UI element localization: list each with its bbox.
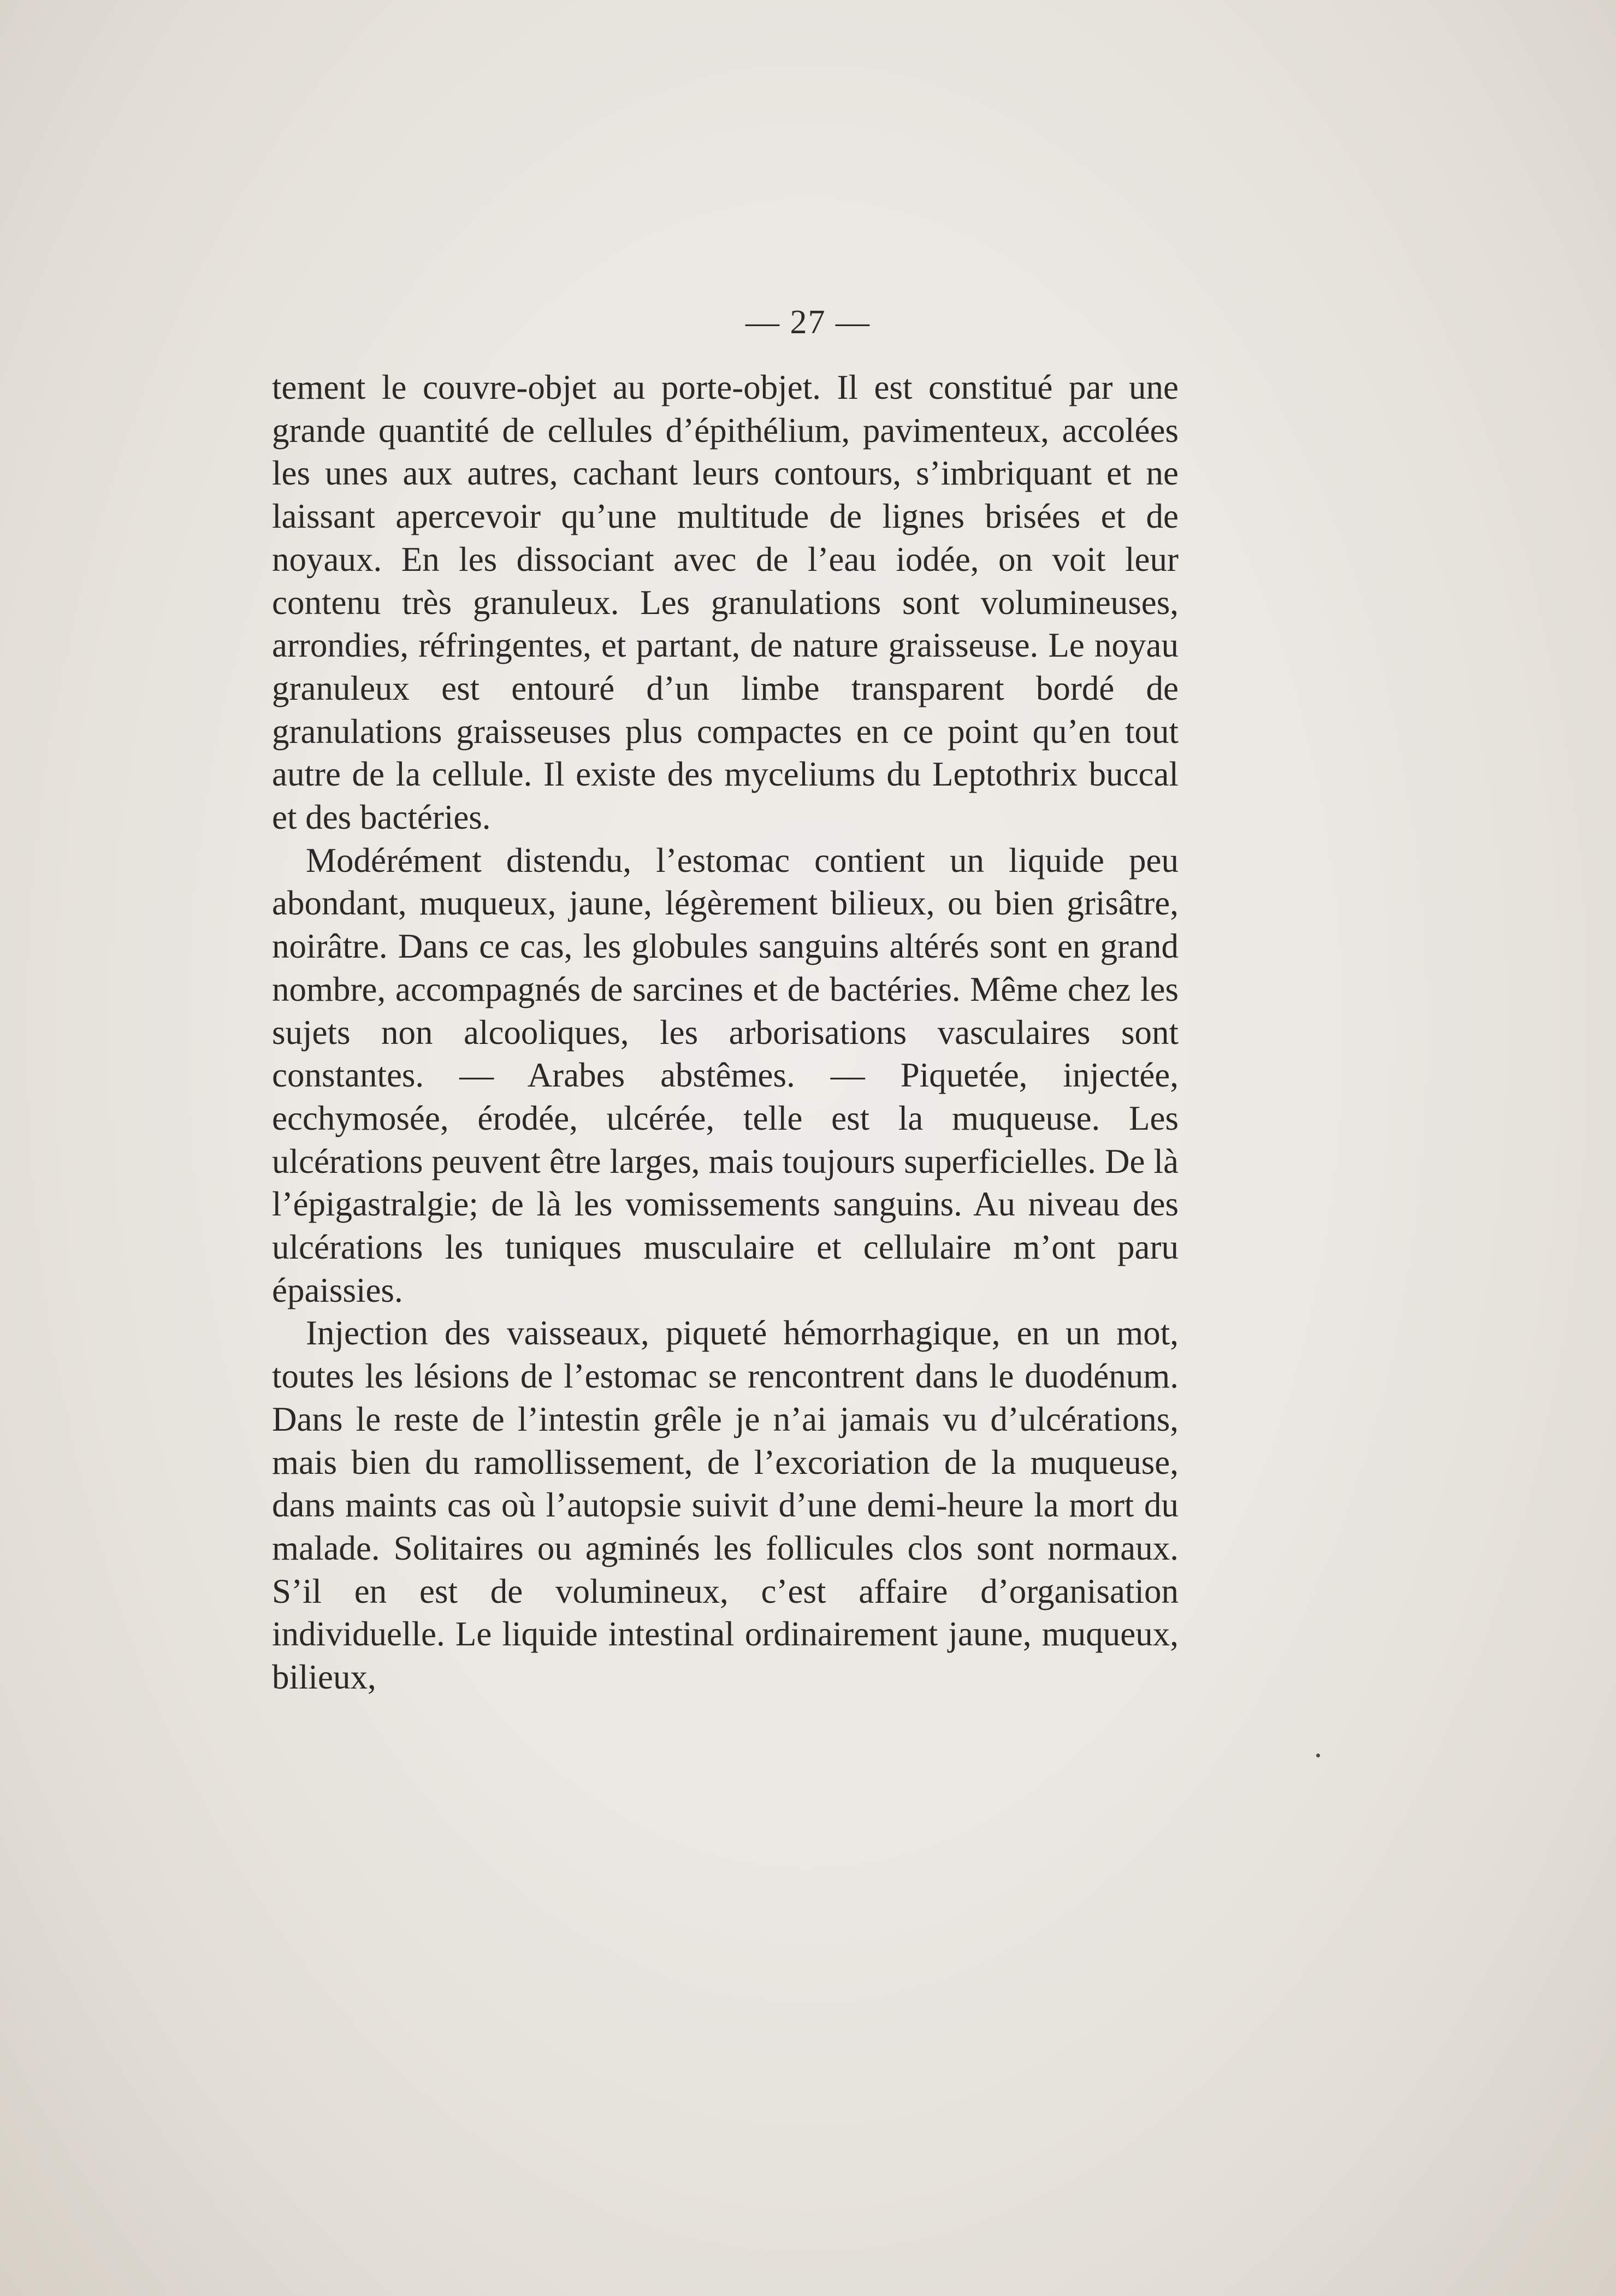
- paragraph-3: Injection des vaisseaux, piqueté hémorrhagique, en un mot, toutes les lésions de l’estomac se rencontrent dans le duodénum. Dans le reste de l’intestin grêle je n’ai jamais vu d’ulcérations, mais bien du ramollissement, de l’excoriation de la muqueuse, dans maints cas où l’autopsie suivit d’une demi-heure la mort du malade. Solitaires ou agminés les follicules clos sont normaux. S’il en est de volumineux, c’est affaire d’organisation individuelle. Le liquide intestinal ordinairement jaune, muqueux, bilieux,: [272, 1314, 1179, 1697]
- body-text: [272, 366, 1179, 1699]
- paragraph-1: tement le couvre-objet au porte-objet. Il est constitué par une grande quantité de cellules d’épithélium, pavimenteux, accolées les unes aux autres, cachant leurs contours, s’imbriquant et ne laissant apercevoir qu’une multitude de lignes brisées et de noyaux. En les dissociant avec de l’eau iodée, on voit leur contenu très granuleux. Les granulations sont volumineuses, arrondies, réfringentes, et partant, de nature graisseuse. Le noyau granuleux est entouré d’un limbe transparent bordé de granulations graisseuses plus compactes en ce point qu’en tout autre de la cellule. Il existe des myceliums du Leptothrix buccal et des bactéries.: [272, 368, 1179, 837]
- paper-speck: [1316, 1754, 1320, 1757]
- page-number: — 27 —: [745, 304, 871, 341]
- paragraph-2: Modérément distendu, l’estomac contient un liquide peu abondant, muqueux, jaune, légèrement bilieux, ou bien grisâtre, noirâtre. Dans ce cas, les globules sanguins altérés sont en grand nombre, accompagnés de sarcines et de bactéries. Même chez les sujets non alcooliques, les arborisations vasculaires sont constantes. — Arabes abstêmes. — Piquetée, injectée, ecchymosée, érodée, ulcérée, telle est la muqueuse. Les ulcérations peuvent être larges, mais toujours superficielles. De là l’épigastralgie; de là les vomissements sanguins. Au niveau des ulcérations les tuniques musculaire et cellulaire m’ont paru épaissies.: [272, 841, 1179, 1309]
